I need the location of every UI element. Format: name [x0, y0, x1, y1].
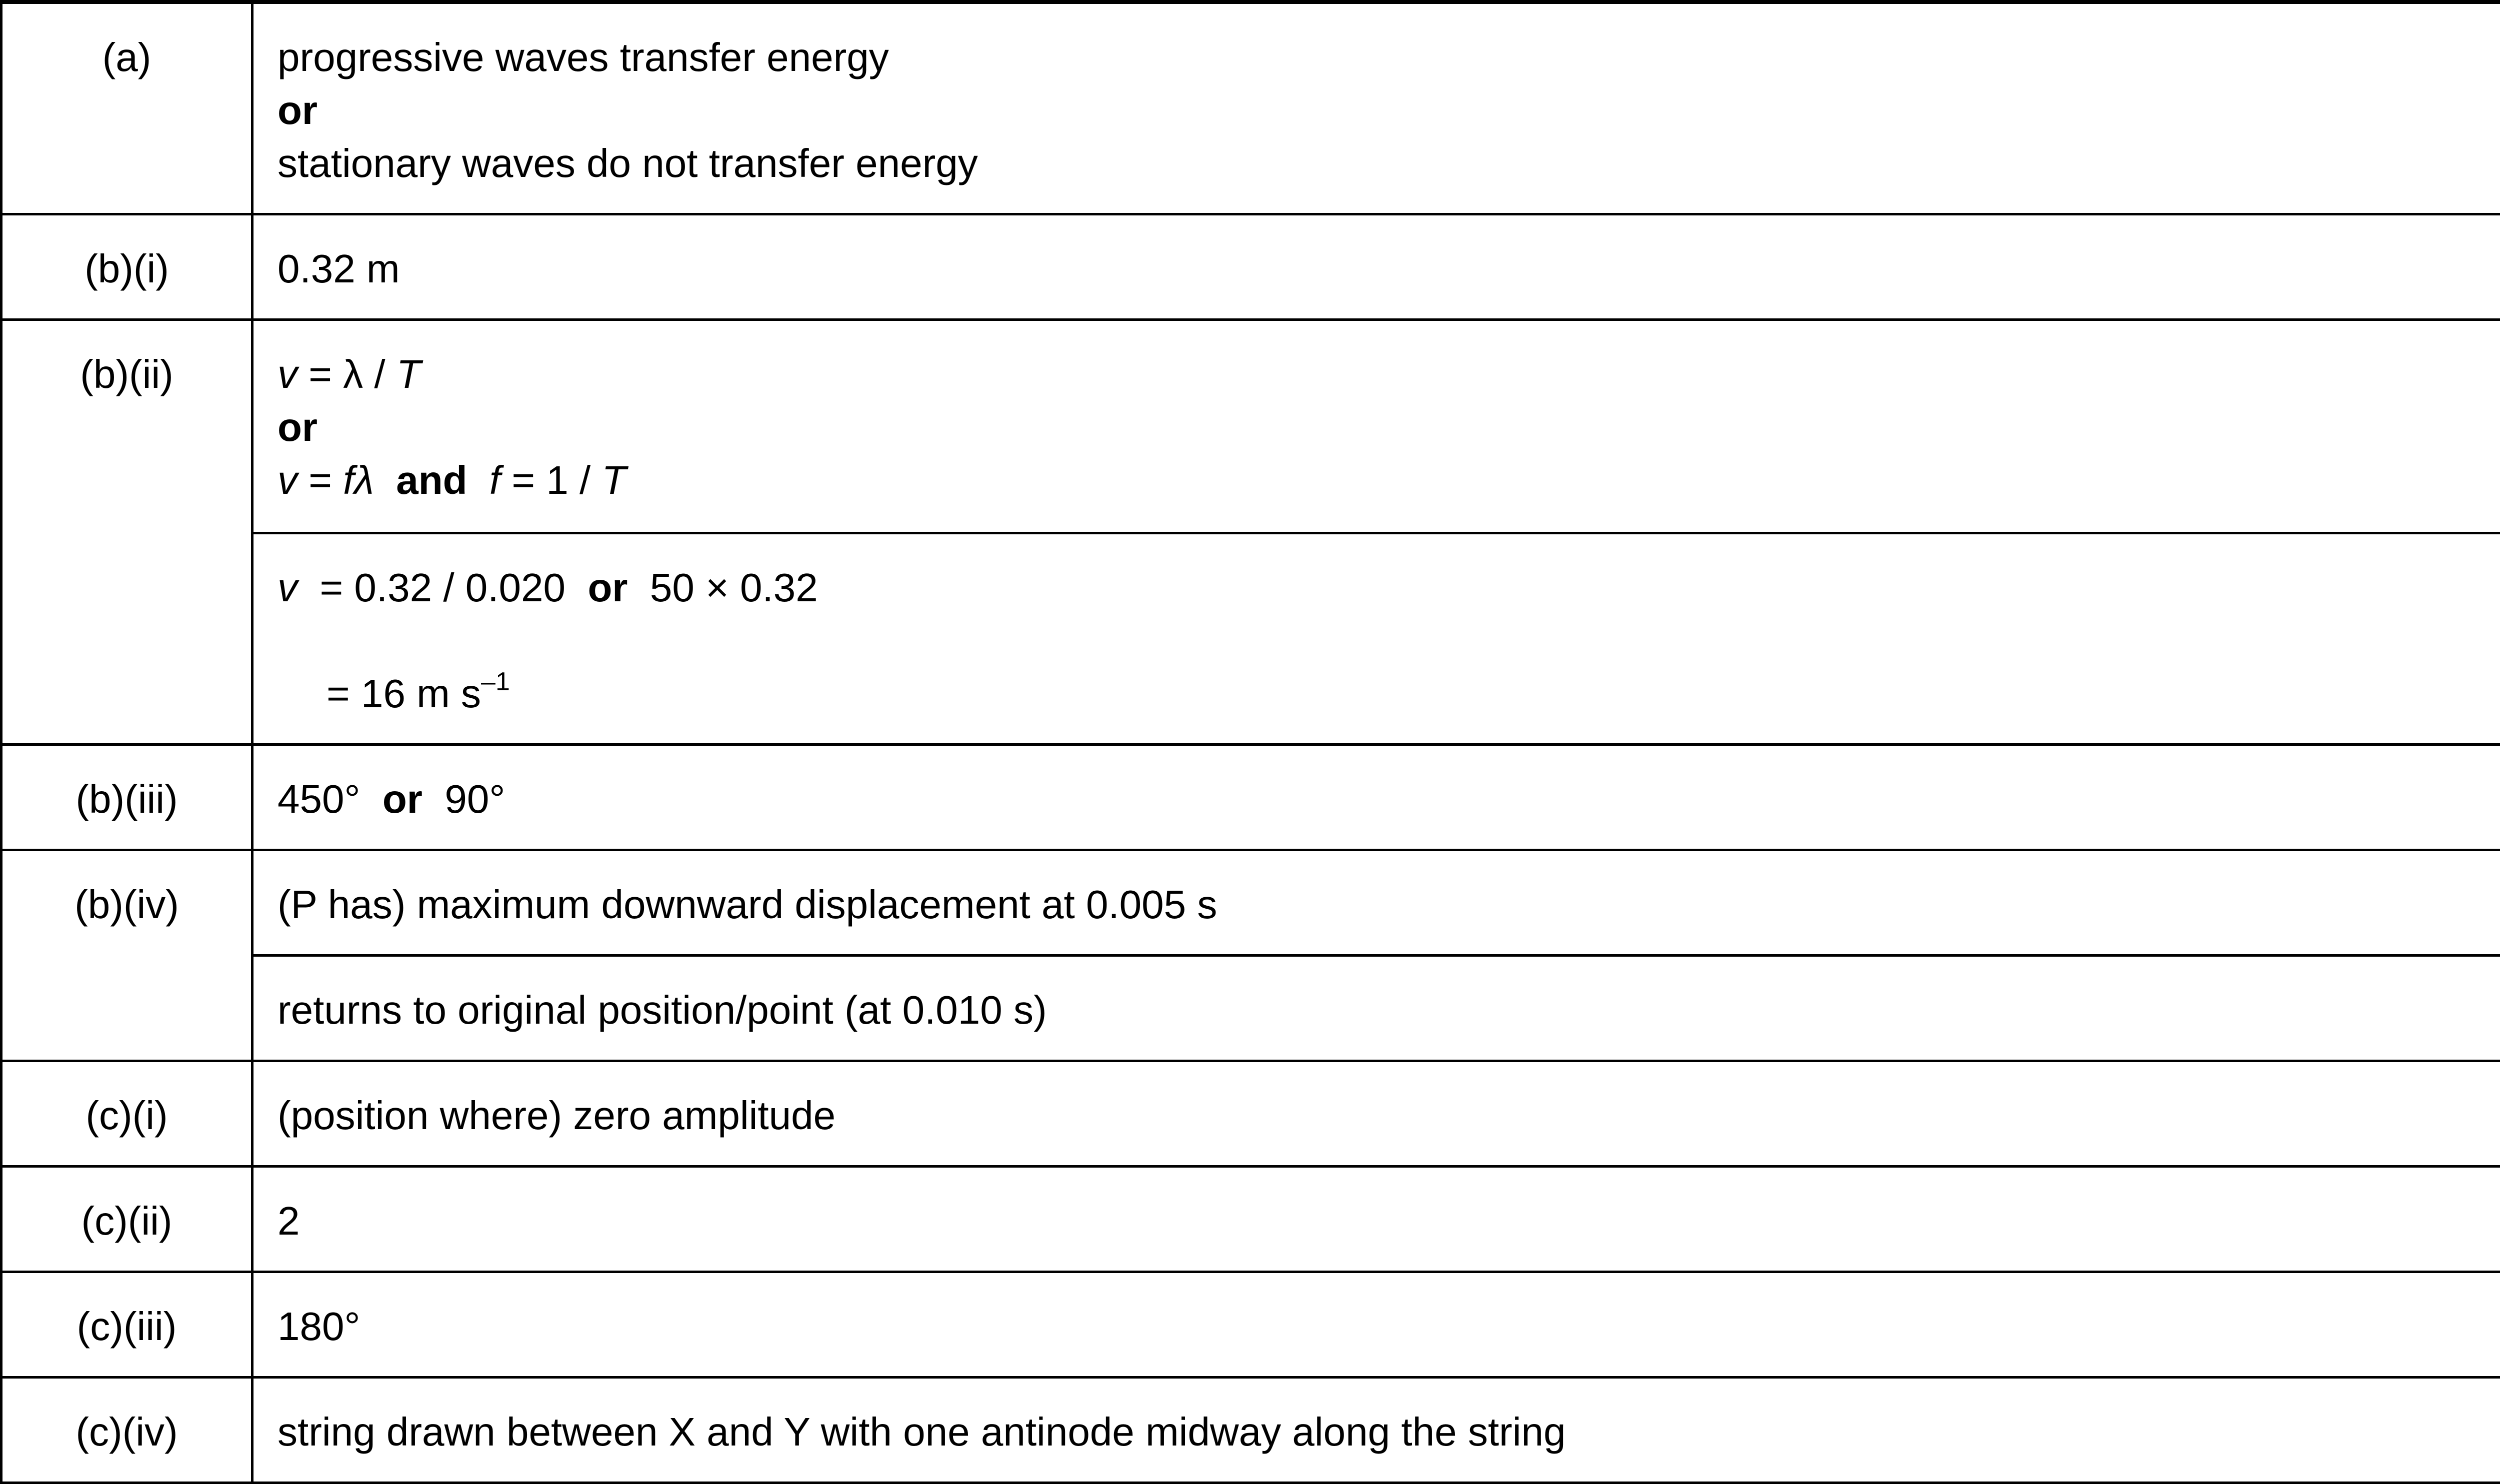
- answer-line: progressive waves transfer energy: [278, 31, 2500, 84]
- calculation-text: = 0.32 / 0.020: [320, 565, 566, 610]
- calculation-text: 50 × 0.32: [650, 565, 818, 610]
- question-number: (c)(ii): [81, 1199, 172, 1243]
- symbol-T: T: [602, 458, 626, 502]
- answer-cell: [252, 2, 2500, 214]
- question-number-cell: [2, 1272, 252, 1378]
- or-connector: or: [588, 565, 628, 610]
- question-number-cell: [2, 745, 252, 850]
- and-connector: and: [396, 458, 467, 502]
- table-row: [2, 1272, 2500, 1378]
- table-row: [2, 1167, 2500, 1272]
- table-row: [2, 1061, 2500, 1167]
- symbol-v: v: [278, 458, 298, 502]
- or-connector: or: [278, 401, 2500, 454]
- question-number-cell: [2, 1061, 252, 1167]
- table-row: [2, 533, 2500, 745]
- answer-cell: [252, 320, 2500, 533]
- result-line: [278, 667, 2500, 720]
- equation-text: = λ /: [298, 352, 396, 396]
- or-connector: or: [382, 777, 422, 821]
- question-number: (a): [102, 35, 152, 79]
- question-number-cell: [2, 214, 252, 320]
- answer-cell: [252, 745, 2500, 850]
- symbol-f-lambda: fλ: [343, 458, 374, 502]
- answer-cell: [252, 1272, 2500, 1378]
- table-row: [2, 956, 2500, 1061]
- answer-line: string drawn between X and Y with one antinode midway along the string: [278, 1406, 2500, 1459]
- question-number: (b)(ii): [80, 352, 174, 396]
- symbol-v: v: [278, 352, 298, 396]
- or-connector: or: [278, 84, 2500, 137]
- table-row: [2, 745, 2500, 850]
- question-number-cell: [2, 850, 252, 1061]
- question-number-cell: [2, 2, 252, 214]
- equation-line: [278, 348, 2500, 401]
- table-row: [2, 2, 2500, 214]
- question-number: (b)(iv): [74, 882, 179, 927]
- answer-cell: [252, 1061, 2500, 1167]
- equation-line: [278, 454, 2500, 507]
- question-number: (b)(iii): [76, 777, 178, 821]
- answer-cell: [252, 214, 2500, 320]
- answer-cell: [252, 956, 2500, 1061]
- question-number: (b)(i): [84, 246, 169, 291]
- answer-line: 0.32 m: [278, 242, 2500, 295]
- symbol-T: T: [396, 352, 421, 396]
- answer-cell: [252, 1167, 2500, 1272]
- answer-line: 180°: [278, 1300, 2500, 1353]
- table-row: [2, 214, 2500, 320]
- calculation-line: [278, 561, 2500, 614]
- unit-exponent: –1: [481, 667, 510, 696]
- equation-text: = 1 /: [500, 458, 602, 502]
- table-row: [2, 850, 2500, 956]
- table-row: [2, 1378, 2500, 1483]
- answer-cell: [252, 533, 2500, 745]
- answer-line: returns to original position/point (at 0.010 s): [278, 984, 2500, 1037]
- answer-line: [278, 773, 2500, 826]
- symbol-v: v: [278, 565, 298, 610]
- answer-cell: [252, 850, 2500, 956]
- answer-line: 2: [278, 1195, 2500, 1248]
- answer-line: (P has) maximum downward displacement at 0.005 s: [278, 878, 2500, 931]
- question-number-cell: [2, 1167, 252, 1272]
- answer-line: (position where) zero amplitude: [278, 1089, 2500, 1142]
- equation-text: =: [298, 458, 343, 502]
- question-number: (c)(iii): [77, 1304, 177, 1349]
- answer-text: 450°: [278, 777, 360, 821]
- question-number: (c)(i): [86, 1093, 168, 1138]
- answer-cell: [252, 1378, 2500, 1483]
- symbol-f: f: [490, 458, 500, 502]
- table-row: [2, 320, 2500, 533]
- question-number: (c)(iv): [76, 1410, 178, 1454]
- answer-line: stationary waves do not transfer energy: [278, 137, 2500, 190]
- result-text: = 16 m s: [326, 671, 481, 716]
- question-number-cell: [2, 1378, 252, 1483]
- answer-text: 90°: [444, 777, 505, 821]
- question-number-cell: [2, 320, 252, 745]
